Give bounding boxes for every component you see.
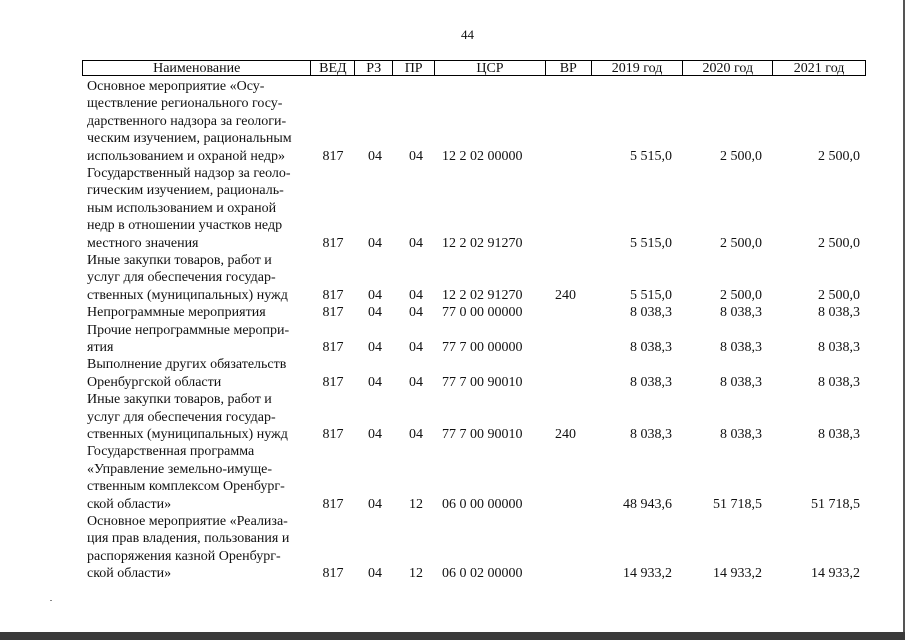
row-name-line: ятия xyxy=(87,339,114,355)
cell-rz: 04 xyxy=(368,496,382,512)
cell-csr: 06 0 02 00000 xyxy=(442,566,523,582)
column-header-2021: 2021 год xyxy=(772,61,865,75)
row-name xyxy=(87,322,305,357)
cell-vr: 240 xyxy=(555,287,576,303)
cell-2019: 8 038,3 xyxy=(630,374,672,390)
cell-2020: 51 718,5 xyxy=(713,496,762,512)
table-row xyxy=(0,252,905,304)
cell-csr: 77 7 00 90010 xyxy=(442,426,523,442)
cell-2021: 2 500,0 xyxy=(818,235,860,251)
cell-pr: 04 xyxy=(409,305,423,321)
cell-2019: 8 038,3 xyxy=(630,305,672,321)
cell-rz: 04 xyxy=(368,566,382,582)
row-name xyxy=(87,78,305,165)
row-name-line: Прочие непрограммные меропри- xyxy=(87,322,290,338)
table-row xyxy=(0,165,905,252)
row-name-line: недр в отношении участков недр xyxy=(87,218,283,234)
row-name-line: ственным комплексом Оренбург- xyxy=(87,479,285,495)
cell-2021: 2 500,0 xyxy=(818,287,860,303)
cell-2019: 5 515,0 xyxy=(630,235,672,251)
page-number: 44 xyxy=(461,27,474,42)
row-name-line: Основное мероприятие «Реализа- xyxy=(87,514,288,529)
cell-2019: 5 515,0 xyxy=(630,287,672,303)
cell-2021: 8 038,3 xyxy=(818,305,860,321)
cell-2020: 14 933,2 xyxy=(713,566,762,582)
cell-csr: 77 0 00 00000 xyxy=(442,305,523,321)
cell-rz: 04 xyxy=(368,235,382,251)
cell-ved: 817 xyxy=(322,305,344,321)
cell-2020: 2 500,0 xyxy=(720,148,762,164)
row-name-line: Выполнение других обязательств xyxy=(87,357,287,373)
cell-2021: 8 038,3 xyxy=(818,339,860,355)
row-name-line: Оренбургской области xyxy=(87,374,222,390)
cell-rz: 04 xyxy=(368,305,382,321)
cell-ved: 817 xyxy=(322,426,344,442)
row-name xyxy=(87,165,305,252)
row-name-line: ственных (муниципальных) нужд xyxy=(87,426,288,442)
table-row xyxy=(0,443,905,513)
column-header-ved: ВЕД xyxy=(310,61,354,75)
cell-csr: 77 7 00 00000 xyxy=(442,339,523,355)
cell-pr: 04 xyxy=(409,235,423,251)
row-name-line: Государственная программа xyxy=(87,444,255,460)
row-name-line: Основное мероприятие «Осу- xyxy=(87,79,265,94)
row-name-line: ской области» xyxy=(87,496,172,512)
row-name-line: использованием и охраной недр» xyxy=(87,148,286,164)
cell-2020: 8 038,3 xyxy=(720,426,762,442)
row-name-line: ществление регионального госу- xyxy=(87,96,283,112)
cell-2019: 5 515,0 xyxy=(630,148,672,164)
cell-csr: 06 0 00 00000 xyxy=(442,496,523,512)
cell-2021: 8 038,3 xyxy=(818,426,860,442)
cell-csr: 12 2 02 00000 xyxy=(442,148,523,164)
column-header-name: Наименование xyxy=(153,61,241,76)
column-header-rz: РЗ xyxy=(354,61,392,75)
row-name-line: местного значения xyxy=(87,235,199,251)
cell-2020: 2 500,0 xyxy=(720,287,762,303)
cell-rz: 04 xyxy=(368,374,382,390)
cell-ved: 817 xyxy=(322,148,344,164)
column-header-2019: 2019 год xyxy=(591,61,683,75)
row-name-line: распоряжения казной Оренбург- xyxy=(87,548,281,564)
cell-ved: 817 xyxy=(322,374,344,390)
cell-pr: 12 xyxy=(409,566,423,582)
scan-artifact xyxy=(50,600,52,601)
cell-rz: 04 xyxy=(368,148,382,164)
cell-2020: 8 038,3 xyxy=(720,339,762,355)
cell-pr: 04 xyxy=(409,148,423,164)
cell-2021: 2 500,0 xyxy=(818,148,860,164)
column-header-csr: ЦСР xyxy=(434,61,545,75)
row-name-line: услуг для обеспечения государ- xyxy=(87,409,276,425)
table-row xyxy=(0,513,905,583)
row-name-line: Иные закупки товаров, работ и xyxy=(87,253,272,268)
cell-2021: 51 718,5 xyxy=(811,496,860,512)
cell-ved: 817 xyxy=(322,235,344,251)
row-name xyxy=(87,356,305,391)
cell-2020: 2 500,0 xyxy=(720,235,762,251)
cell-csr: 12 2 02 91270 xyxy=(442,287,523,303)
cell-2020: 8 038,3 xyxy=(720,374,762,390)
cell-2019: 8 038,3 xyxy=(630,339,672,355)
cell-2021: 8 038,3 xyxy=(818,374,860,390)
cell-2019: 8 038,3 xyxy=(630,426,672,442)
row-name-line: ской области» xyxy=(87,566,172,582)
row-name-line: Государственный надзор за геоло- xyxy=(87,166,291,181)
row-name xyxy=(87,304,305,321)
row-name-line: ция прав владения, пользования и xyxy=(87,531,290,547)
column-header-vr: ВР xyxy=(545,61,591,75)
column-header-2020: 2020 год xyxy=(682,61,772,75)
table-row xyxy=(0,78,905,165)
table-row xyxy=(0,391,905,443)
cell-pr: 04 xyxy=(409,287,423,303)
cell-ved: 817 xyxy=(322,287,344,303)
row-name-line: Иные закупки товаров, работ и xyxy=(87,392,272,408)
row-name xyxy=(87,391,305,443)
cell-pr: 12 xyxy=(409,496,423,512)
table-row xyxy=(0,356,905,391)
cell-pr: 04 xyxy=(409,426,423,442)
row-name-line: дарственного надзора за геологи- xyxy=(87,113,287,129)
scan-edge-bottom xyxy=(0,632,905,640)
cell-csr: 12 2 02 91270 xyxy=(442,235,523,251)
row-name-line: ческим изучением, рациональным xyxy=(87,131,292,147)
row-name xyxy=(87,443,305,513)
cell-rz: 04 xyxy=(368,426,382,442)
row-name xyxy=(87,252,305,304)
cell-vr: 240 xyxy=(555,426,576,442)
row-name-line: Непрограммные мероприятия xyxy=(87,305,266,321)
cell-2021: 14 933,2 xyxy=(811,566,860,582)
table-row xyxy=(0,304,905,321)
cell-ved: 817 xyxy=(322,339,344,355)
cell-pr: 04 xyxy=(409,374,423,390)
row-name-line: гическим изучением, рациональ- xyxy=(87,183,284,199)
cell-2019: 48 943,6 xyxy=(623,496,672,512)
cell-2019: 14 933,2 xyxy=(623,566,672,582)
row-name xyxy=(87,513,305,583)
column-header-pr: ПР xyxy=(392,61,434,75)
cell-2020: 8 038,3 xyxy=(720,305,762,321)
table-row xyxy=(0,322,905,357)
cell-ved: 817 xyxy=(322,496,344,512)
cell-ved: 817 xyxy=(322,566,344,582)
row-name-line: услуг для обеспечения государ- xyxy=(87,270,276,286)
cell-rz: 04 xyxy=(368,339,382,355)
cell-pr: 04 xyxy=(409,339,423,355)
row-name-line: «Управление земельно-имуще- xyxy=(87,461,273,477)
row-name-line: ным использованием и охраной xyxy=(87,200,277,216)
cell-csr: 77 7 00 90010 xyxy=(442,374,523,390)
row-name-line: ственных (муниципальных) нужд xyxy=(87,287,288,303)
cell-rz: 04 xyxy=(368,287,382,303)
